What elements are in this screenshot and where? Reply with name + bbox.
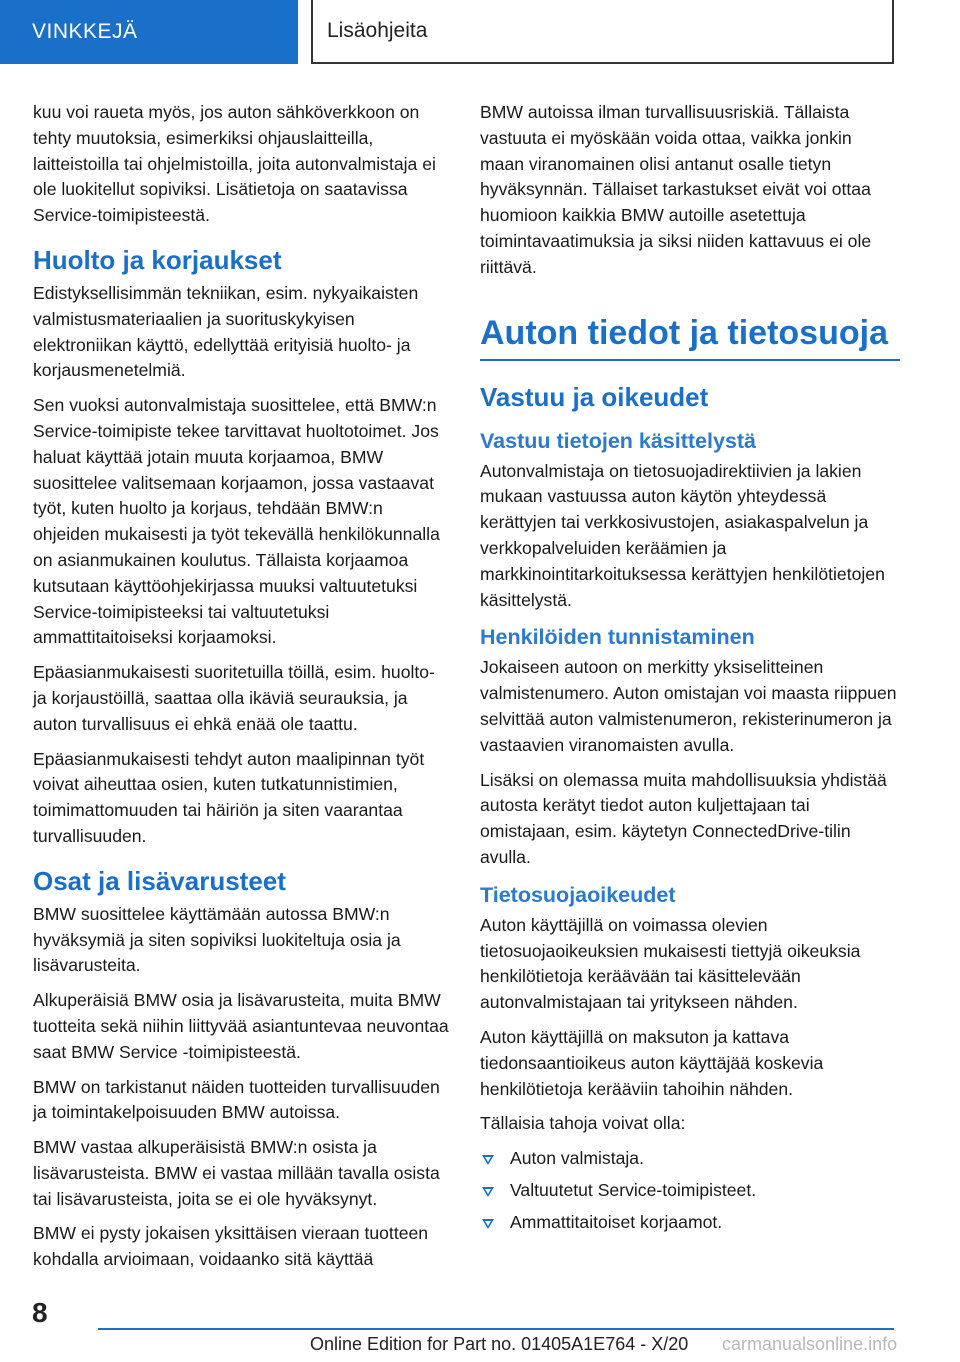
huolto-paragraph-1: Edistyksellisimmän tekniikan, esim. nykyaikaisten valmistusmateriaalien ja suorituskykyisen elektroniikan käyttö, edellyttää erityisiä huolto- ja korjausmenetelmiä. bbox=[33, 282, 419, 381]
list-item bbox=[480, 1146, 900, 1172]
osat-paragraph-1: BMW suosittelee käyttämään autossa BMW:n hyväksymiä ja siten sopiviksi luokiteltuja osia ja lisävarusteita. bbox=[33, 903, 401, 976]
list-item-text: Auton valmistaja. bbox=[510, 1148, 644, 1169]
huolto-paragraph-4: Epäasianmukaisesti tehdyt auton maalipinnan työt voivat aiheuttaa osien, kuten tutkatunnistimien, toimimattomuuden tai häiriön ja siten vaarantaa turvallisuuden. bbox=[33, 748, 425, 846]
edition-text: Online Edition for Part no. 01405A1E764 - X/20 bbox=[310, 1334, 689, 1354]
triangle-bullet-icon bbox=[482, 1219, 494, 1229]
list-item bbox=[480, 1210, 900, 1236]
huolto-paragraph-2: Sen vuoksi autonvalmistaja suosittelee, että BMW:n Service-toimipiste tekee tarvittavat huoltotoimet. Jos haluat käyttää jotain muuta korjaamoa, BMW suosittelee valitsemaan korjaamon, jossa vastaavat työt, kuten huolto ja korjaus, tehdään BMW:n ohjeiden mukaisesti ja työt tekevällä henkilökunnalla on asianmukainen koulutus. Tällaista korjaamoa kutsutaan käyttöohjekirjassa muuksi valtuutetuksi Service-toimipisteeksi tai valtuutetuksi ammattitaitoiseksi korjaamoksi. bbox=[33, 395, 440, 648]
section-tab bbox=[0, 0, 298, 64]
footer-divider bbox=[98, 1328, 894, 1330]
list-item-text: Ammattitaitoiset korjaamot. bbox=[510, 1211, 723, 1232]
heading-osat: Osat ja lisävarusteet bbox=[33, 865, 286, 896]
list-item bbox=[480, 1178, 900, 1204]
left-column bbox=[33, 100, 451, 1282]
henkilo-paragraph-2: Lisäksi on olemassa muita mahdollisuuksia yhdistää autosta kerätyt tiedot auton kuljettajaan tai omistajaan, esim. käytetyn ConnectedDrive-tilin avulla. bbox=[480, 769, 887, 867]
right-column bbox=[480, 100, 900, 1242]
tietosuoja-paragraph-2: Auton käyttäjillä on maksuton ja kattava tiedonsaantioikeus auton käyttäjää koskevia henkilötietoja kerääviin tahoihin nähden. bbox=[480, 1026, 824, 1099]
heading-henkilo: Henkilöiden tunnistaminen bbox=[480, 625, 755, 650]
heading-vastuu: Vastuu tietojen käsittelystä bbox=[480, 428, 757, 453]
list-item-text: Valtuutetut Service-toimipisteet. bbox=[510, 1179, 757, 1200]
section-tab-label: VINKKEJÄ bbox=[32, 20, 138, 43]
triangle-bullet-icon bbox=[482, 1187, 494, 1197]
osat-paragraph-2: Alkuperäisiä BMW osia ja lisävarusteita, muita BMW tuotteita sekä niihin liittyvää asiantuntevaa neuvontaa saat BMW Service -toimipisteestä. bbox=[33, 990, 449, 1062]
tietosuoja-paragraph-1: Auton käyttäjillä on voimassa olevien tietosuojaoikeuksien mukaisesti tiettyjä oikeuksia henkilötietoja keräävään tai käsittelevään autonvalmistajaan tai yritykseen nähden. bbox=[480, 914, 861, 1013]
chapter-title: Auton tiedot ja tietosuoja bbox=[480, 311, 900, 361]
watermark: carmanualsonline.info bbox=[722, 1334, 898, 1354]
sub-heading: Vastuu ja oikeudet bbox=[480, 381, 709, 412]
page-number: 8 bbox=[32, 1297, 48, 1328]
huolto-paragraph-3: Epäasianmukaisesti suoritetuilla töillä, esim. huolto- ja korjaustöillä, saattaa olla ikäviä seurauksia, ja auton turvallisuus ei ehkä enää ole taattu. bbox=[33, 662, 435, 734]
henkilo-paragraph-1: Jokaiseen autoon on merkitty yksiselitteinen valmistenumero. Auton omistajan voi maasta riippuen selvittää auton valmistenumeron, rekisterinumeron ja vastaavien viranomaisten avulla. bbox=[480, 657, 897, 755]
intro-paragraph: kuu voi raueta myös, jos auton sähköverkkoon on tehty muutoksia, esimerkiksi ohjauslaitteilla, laitteistoilla tai ohjelmistoilla, joita autonvalmistaja ei ole luokitellut sopiviksi. Lisätietoja on saatavissa Service-toimipisteestä. bbox=[33, 102, 436, 226]
bullet-list bbox=[480, 1146, 900, 1235]
subsection-label: Lisäohjeita bbox=[327, 19, 428, 42]
heading-huolto: Huolto ja korjaukset bbox=[33, 244, 282, 275]
triangle-bullet-icon bbox=[482, 1155, 494, 1165]
osat-paragraph-5: BMW ei pysty jokaisen yksittäisen vieraan tuotteen kohdalla arvioimaan, voidaanko sitä käyttää bbox=[33, 1223, 429, 1270]
osat-paragraph-4: BMW vastaa alkuperäisistä BMW:n osista ja lisävarusteista. BMW ei vastaa millään tavalla osista tai lisävarusteista, joita se ei ole hyväksynyt. bbox=[33, 1137, 440, 1209]
continuation-paragraph: BMW autoissa ilman turvallisuusriskiä. Tällaista vastuuta ei myöskään voida ottaa, vaikka jonkin maan viranomainen olisi antanut osalle tietyn hyväksynnän. Tällaiset tarkastukset eivät voi ottaa huomioon kaikkia BMW autoille asetettuja toimintavaatimuksia ja siksi niiden kattavuus ei ole riittävä. bbox=[480, 102, 872, 277]
heading-tietosuoja: Tietosuojaoikeudet bbox=[480, 882, 676, 907]
vastuu-paragraph: Autonvalmistaja on tietosuojadirektiivien ja lakien mukaan vastuussa auton käytön yhteydessä kerättyjen tai verkkosivustojen, asiakaspalvelun ja verkkopalveluiden keräämien ja markkinointitarkoituksessa kerättyjen henkilötietojen käsittelystä. bbox=[480, 460, 885, 610]
tietosuoja-paragraph-3: Tällaisia tahoja voivat olla: bbox=[480, 1113, 686, 1134]
osat-paragraph-3: BMW on tarkistanut näiden tuotteiden turvallisuuden ja toimintakelpoisuuden BMW autoissa. bbox=[33, 1076, 440, 1123]
subsection-header bbox=[311, 0, 894, 64]
